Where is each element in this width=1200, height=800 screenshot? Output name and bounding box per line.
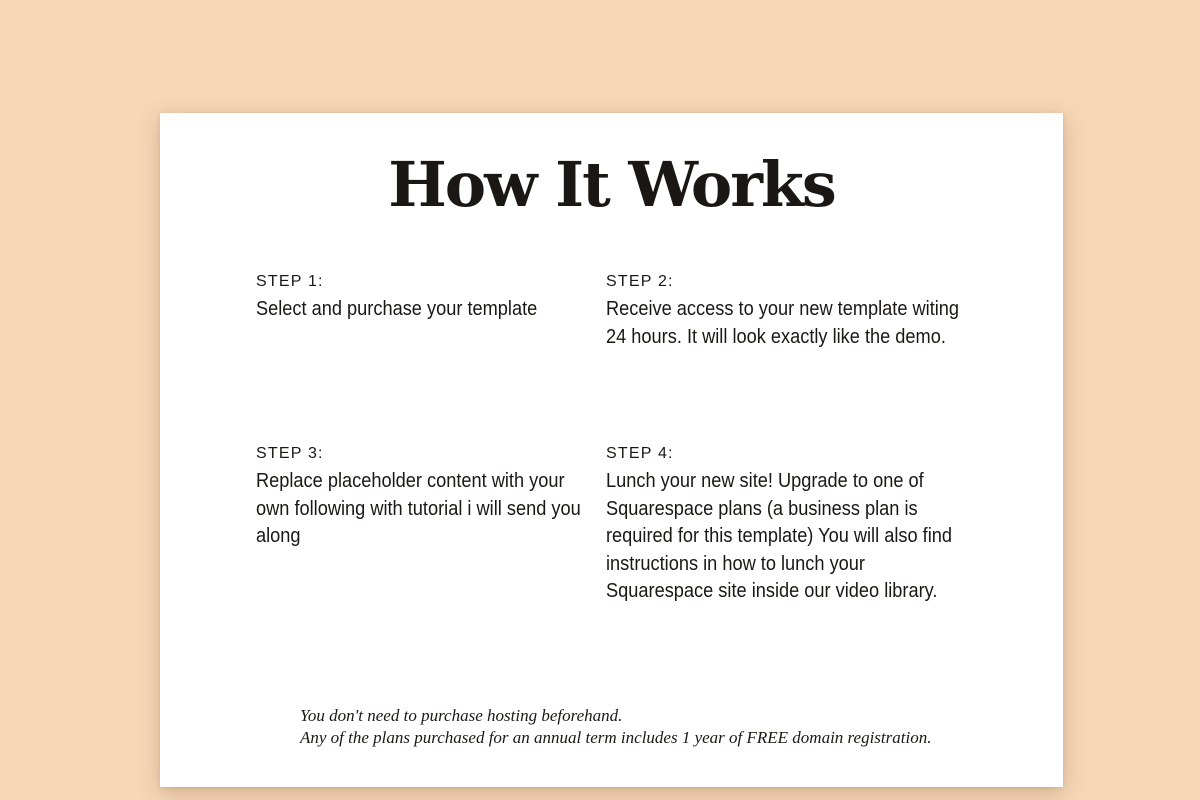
footnote-line-1: You don't need to purchase hosting beforehand. bbox=[300, 706, 623, 725]
step-2 bbox=[606, 271, 960, 351]
step-1 bbox=[256, 271, 586, 324]
step-4-label: STEP 4: bbox=[606, 445, 674, 462]
how-it-works-card bbox=[160, 113, 1063, 787]
step-3 bbox=[256, 443, 586, 551]
footnote bbox=[300, 705, 931, 749]
step-2-label: STEP 2: bbox=[606, 273, 674, 290]
step-1-label: STEP 1: bbox=[256, 273, 324, 290]
step-3-text: Replace placeholder content with your own following with tutorial i will send you along bbox=[256, 470, 581, 547]
step-2-text: Receive access to your new template witing 24 hours. It will look exactly like the demo. bbox=[606, 298, 960, 348]
footnote-line-2: Any of the plans purchased for an annual term includes 1 year of FREE domain registration. bbox=[300, 728, 932, 747]
step-4-text: Lunch your new site! Upgrade to one of Squarespace plans (a business plan is required for this template) You will also find instructions in how to lunch your Squarespace site inside our video library. bbox=[606, 470, 952, 602]
page-title: How It Works bbox=[388, 148, 835, 221]
step-4 bbox=[606, 443, 952, 606]
step-3-label: STEP 3: bbox=[256, 445, 324, 462]
step-1-text: Select and purchase your template bbox=[256, 298, 538, 320]
